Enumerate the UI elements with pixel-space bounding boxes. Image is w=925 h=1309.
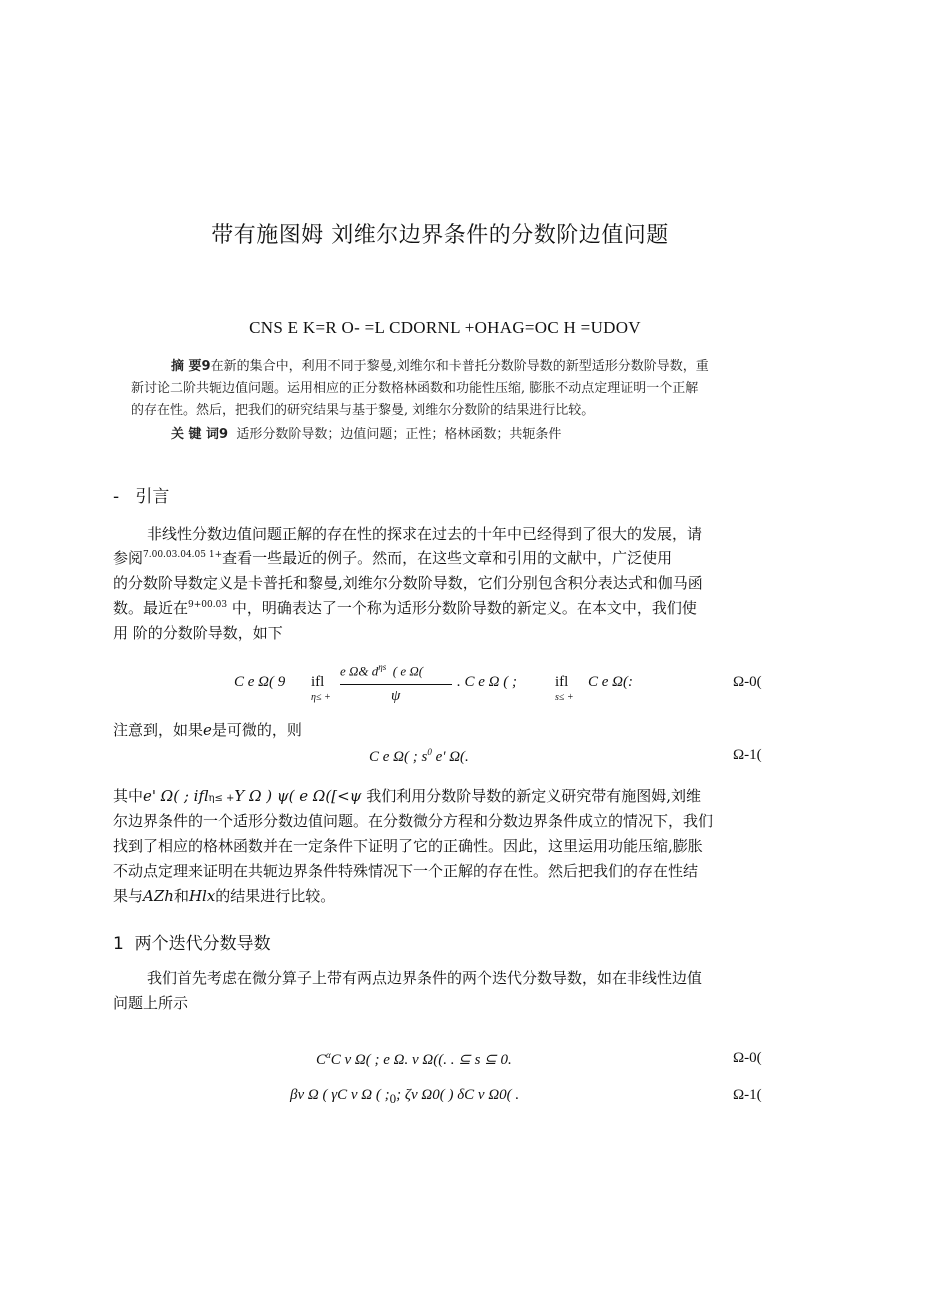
abstract-text: 在新的集合中，利用不同于黎曼,刘维尔和卡普托分数阶导数的新型适形分数阶导数，重 (210, 359, 709, 374)
math: Hlx (188, 887, 216, 905)
equation-1-1-lim: ifl (311, 674, 325, 690)
abstract-line-2: 新讨论二阶共轭边值问题。运用相应的正分数格林函数和功能性压缩, 膨胀不动点定理证明一个正解 (131, 381, 699, 396)
intro-para1-line4 (113, 597, 697, 618)
section-title: 两个迭代分数导数 (134, 934, 271, 954)
text: C v Ω( ; e Ω. v Ω((. . ⊆ s ⊆ 0. (330, 1052, 512, 1068)
math: Y Ω ) ψ( e Ω([<ψ (234, 787, 362, 805)
math: AZh (143, 887, 174, 905)
math: e' Ω( ; ifl (143, 787, 209, 805)
superscript: 0 (427, 747, 432, 757)
text: βv Ω ( γC v Ω ( ; (290, 1087, 390, 1103)
text: e' Ω(. (431, 749, 469, 765)
equation-1-1-numerator (340, 662, 423, 679)
intro-para2-line4: 不动点定理来证明在共轭边界条件特殊情况下一个正解的存在性。然后把我们的存在性结 (113, 862, 699, 880)
section-heading-intro (113, 482, 169, 507)
intro-para1-line2 (113, 547, 672, 568)
text: 其中 (113, 787, 144, 805)
intro-para2-line2: 尔边界条件的一个适形分数边值问题。在分数微分方程和分数边界条件成立的情况下，我们 (113, 812, 714, 830)
note-line (113, 719, 302, 740)
text: C e Ω( ; s (369, 749, 428, 765)
equation-1-1-denominator: ψ (391, 688, 401, 704)
keywords: 适形分数阶导数；边值问题；正性；格林函数；共轭条件 (236, 427, 562, 442)
equation-number: Ω-0( (733, 674, 762, 690)
text: 中，明确表达了一个称为适形分数阶导数的新定义。在本文中，我们使 (231, 599, 697, 617)
author-line: CNS E K=R O- =L CDORNL +OHAG=OC H =UDOV (249, 318, 641, 337)
text: e Ω& d (340, 663, 379, 679)
equation-1-2 (369, 747, 469, 766)
text: 的结果进行比较。 (215, 887, 336, 905)
sec2-para1-line1: 我们首先考虑在微分算子上带有两点边界条件的两个迭代分数导数，如在非线性边值 (147, 969, 703, 987)
equation-1-1-rhs: C e Ω(: (588, 674, 633, 690)
equation-number: Ω-1( (733, 1087, 762, 1103)
variable: e (203, 721, 212, 739)
superscript: α (326, 1050, 331, 1060)
equation-1-1-lim2-sub: s≤ + (555, 692, 574, 703)
equation-2-2 (290, 1087, 519, 1107)
section-title: 引言 (135, 487, 170, 507)
abstract-line-1 (171, 356, 709, 377)
fraction-bar (340, 684, 452, 685)
equation-1-1-mid: . C e Ω ( ; (457, 674, 517, 690)
equation-number: Ω-0( (733, 1050, 762, 1066)
abstract-line-3: 的存在性。然后，把我们的研究结果与基于黎曼, 刘维尔分数阶的结果进行比较。 (131, 403, 595, 418)
intro-para2-line1 (113, 785, 701, 806)
text: 是可微的，则 (211, 721, 302, 739)
intro-para2-line5 (113, 885, 335, 906)
text: 数。最近在 (113, 599, 189, 617)
text: 查看一些最近的例子。然而，在这些文章和引用的文献中，广泛使用 (222, 549, 673, 567)
keywords-label: 关 键 词9 (171, 427, 229, 442)
equation-2-1 (316, 1050, 512, 1069)
superscript: ηs (378, 662, 387, 672)
section-number: - (113, 487, 120, 507)
citation: 9+00.03 (188, 600, 228, 610)
text: ( e Ω( (392, 663, 424, 679)
text: 果与 (113, 887, 144, 905)
text: 注意到，如果 (113, 721, 204, 739)
text: 参阅 (113, 549, 144, 567)
intro-para1-line5: 用 阶的分数阶导数，如下 (113, 624, 283, 642)
text: ; ζv Ω0( ) δC v Ω0( . (396, 1087, 520, 1103)
equation-1-1-lhs: C e Ω( 9 (234, 674, 286, 690)
intro-para2-line3: 找到了相应的格林函数并在一定条件下证明了它的正确性。因此，这里运用功能压缩,膨胀 (113, 837, 703, 855)
section-number: 1 (113, 934, 124, 954)
sec2-para1-line2: 问题上所示 (113, 994, 189, 1012)
intro-para1-line1: 非线性分数边值问题正解的存在性的探求在过去的十年中已经得到了很大的发展，请 (147, 525, 703, 543)
equation-number: Ω-1( (733, 747, 762, 763)
text: C (316, 1052, 327, 1068)
equation-1-1-lim-sub: η≤ + (311, 692, 331, 703)
text: 和 (173, 887, 189, 905)
paper-title: 带有施图姆 刘维尔边界条件的分数阶边值问题 (211, 223, 669, 248)
text: 我们利用分数阶导数的新定义研究带有施图姆,刘维 (366, 787, 701, 805)
intro-para1-line3: 的分数阶导数定义是卡普托和黎曼,刘维尔分数阶导数，它们分别包含积分表达式和伽马函 (113, 574, 703, 592)
math-sub: η≤ + (208, 793, 235, 804)
subscript: 0 (389, 1091, 397, 1106)
equation-1-1-lim2: ifl (555, 674, 569, 690)
citation: 7.00.03.04.05 1+ (143, 550, 223, 560)
abstract-label: 摘 要9 (171, 359, 211, 374)
section-heading-2 (113, 929, 271, 954)
keywords-line (171, 424, 561, 445)
